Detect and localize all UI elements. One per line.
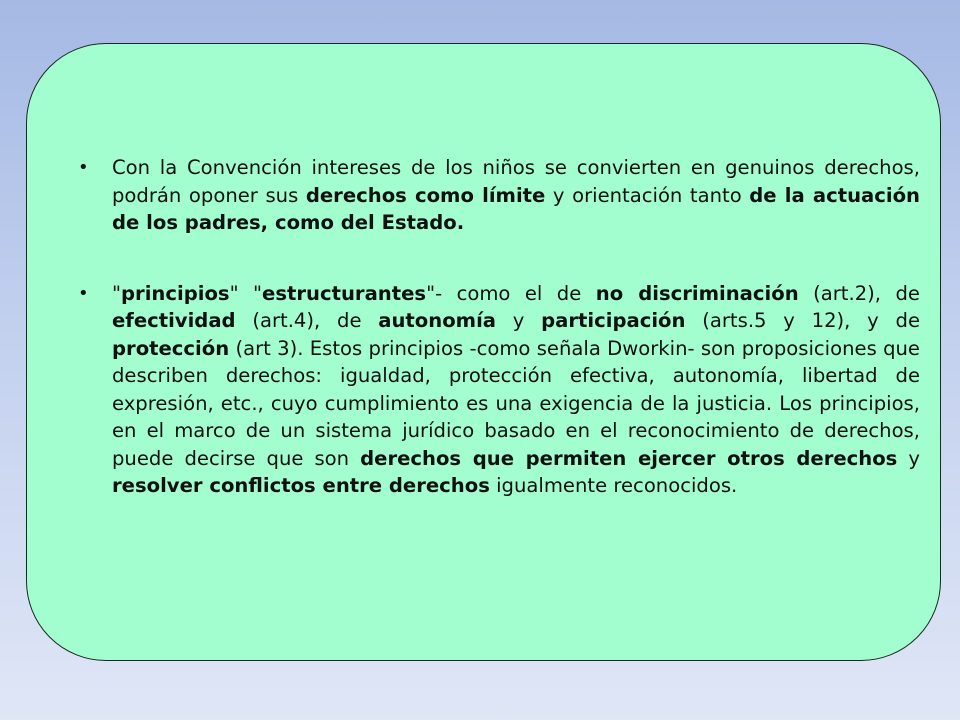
bullet-text-segment: y	[496, 309, 542, 332]
bullet-text-segment: " "	[229, 281, 263, 305]
bullet-text-segment: y orientación tanto	[545, 183, 750, 207]
bullet-text	[112, 282, 920, 498]
bullet-text-segment: (art.4), de	[235, 309, 379, 332]
bullet-text-bold: estructurantes	[262, 281, 427, 305]
bullet-text-segment: "- como el de	[426, 281, 596, 305]
bullet-text-bold: protección	[112, 336, 230, 360]
bullet-text	[112, 156, 920, 234]
bullet-text-segment: (art 3). Estos principios -como señala Dworkin- son proposiciones que describen derechos: igualdad, protección efectiva, autonomía, libertad de expresión, etc., cuyo cumplimiento es una exigencia de la justicia. Los principios, en el marco de un sistema jurídico basado en el reconocimiento de derechos, puede decirse que son	[112, 336, 920, 470]
bullet-text-segment: "	[112, 281, 122, 305]
bullet-text-bold: autonomía	[378, 309, 497, 332]
bullet-text-bold: de la actuación de los padres, como del Estado.	[112, 183, 920, 234]
bullet-text-segment: Con la Convención intereses de los niños se convierten en genuinos derechos, podrán oponer sus	[112, 156, 920, 207]
bullet-dot-icon: •	[78, 282, 89, 304]
bullet-text-bold: derechos que permiten ejercer otros derechos	[360, 446, 898, 470]
bullet-text-segment: (art.2), de	[798, 281, 920, 305]
bullet-text-segment: (arts.5 y 12), y de	[685, 309, 920, 332]
bullet-text-bold: no discriminación	[595, 281, 799, 305]
bullet-text-bold: principios	[121, 281, 230, 305]
bullet-text-segment: y	[897, 446, 920, 470]
bullet-text-bold: derechos como límite	[305, 183, 546, 207]
bullet-text-bold: participación	[541, 309, 686, 332]
bullet-item-principios	[74, 280, 920, 500]
bullet-dot-icon: •	[78, 157, 89, 178]
bullet-text-bold: resolver conflictos entre derechos	[112, 474, 490, 497]
bullet-text-segment: igualmente reconocidos.	[489, 474, 738, 497]
bullet-text-bold: efectividad	[112, 309, 236, 332]
bullet-item-convencion	[74, 154, 920, 237]
bullet-list	[74, 154, 920, 500]
